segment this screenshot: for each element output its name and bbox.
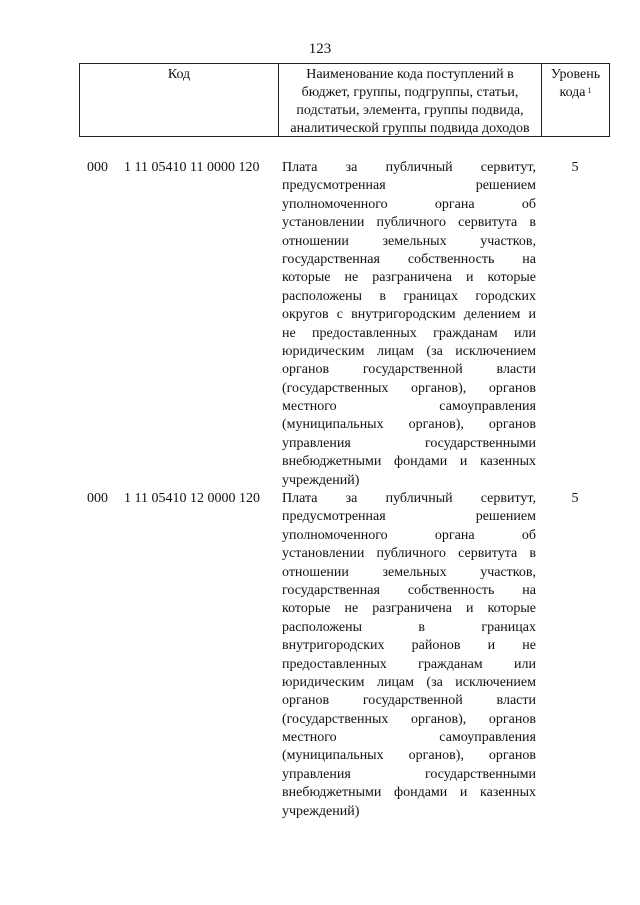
- column-header-code: Код: [79, 64, 278, 136]
- description-line: расположены в границах: [282, 619, 536, 635]
- description-line: (муниципальных органов), органов: [282, 748, 536, 764]
- income-description: [282, 490, 536, 821]
- description-line: округов с внутригородским делением и: [282, 307, 536, 323]
- description-line: внебюджетными фондами и казенных: [282, 785, 536, 801]
- description-line: которые не разграничена и которые: [282, 270, 536, 286]
- description-line: юридическим лицам (за исключением: [282, 674, 536, 690]
- description-line: (муниципальных органов), органов: [282, 417, 536, 433]
- description-line: государственная собственность на: [282, 582, 536, 598]
- description-line: местного самоуправления: [282, 399, 536, 415]
- column-header-name-line: бюджет, группы, подгруппы, статьи,: [301, 85, 519, 100]
- description-line: юридическим лицам (за исключением: [282, 343, 536, 359]
- admin-code: 000: [87, 160, 108, 175]
- column-header-name-line: Наименование кода поступлений в: [306, 67, 514, 82]
- income-code: 1 11 05410 12 0000 120: [124, 491, 260, 506]
- column-header-name-line: подстатьи, элемента, группы подвида,: [296, 103, 524, 118]
- column-header-name: [278, 64, 541, 136]
- description-line: управления государственными: [282, 435, 536, 451]
- description-line: (государственных органов), органов: [282, 711, 536, 727]
- description-line: местного самоуправления: [282, 730, 536, 746]
- description-line: (государственных органов), органов: [282, 380, 536, 396]
- description-line: уполномоченного органа об: [282, 527, 536, 543]
- column-header-name-line: аналитической группы подвида доходов: [290, 121, 530, 136]
- table-header: [79, 63, 610, 137]
- description-line: установлении публичного сервитута в: [282, 215, 536, 231]
- description-line: установлении публичного сервитута в: [282, 546, 536, 562]
- description-line: органов государственной власти: [282, 693, 536, 709]
- column-header-level-line: [542, 84, 609, 102]
- description-line: учреждений): [282, 803, 360, 819]
- description-line: отношении земельных участков,: [282, 233, 536, 249]
- description-line: отношении земельных участков,: [282, 564, 536, 580]
- description-line: предусмотренная решением: [282, 509, 536, 525]
- description-line: внутригородских районов и не: [282, 638, 536, 654]
- description-line: государственная собственность на: [282, 251, 536, 267]
- description-line: Плата за публичный сервитут,: [282, 491, 536, 506]
- description-line: внебюджетными фондами и казенных: [282, 454, 536, 470]
- description-line: не предоставленных гражданам или: [282, 325, 536, 341]
- description-line: предоставленных гражданам или: [282, 656, 536, 672]
- description-line: уполномоченного органа об: [282, 196, 536, 212]
- column-header-level-word: кода: [559, 85, 586, 100]
- page-number: 123: [308, 41, 332, 57]
- description-line: органов государственной власти: [282, 362, 536, 378]
- description-line: расположены в границах городских: [282, 288, 536, 304]
- income-description: [282, 159, 536, 490]
- column-header-level-line: Уровень: [550, 67, 601, 82]
- description-line: управления государственными: [282, 766, 536, 782]
- income-code: 1 11 05410 11 0000 120: [124, 160, 260, 175]
- description-line: которые не разграничена и которые: [282, 601, 536, 617]
- description-line: учреждений): [282, 472, 360, 488]
- code-level: 5: [571, 160, 579, 175]
- code-level: 5: [571, 491, 579, 506]
- description-line: предусмотренная решением: [282, 178, 536, 194]
- admin-code: 000: [87, 491, 108, 506]
- footnote-marker: 1: [587, 86, 592, 95]
- description-line: Плата за публичный сервитут,: [282, 160, 536, 175]
- column-header-level: [541, 64, 610, 136]
